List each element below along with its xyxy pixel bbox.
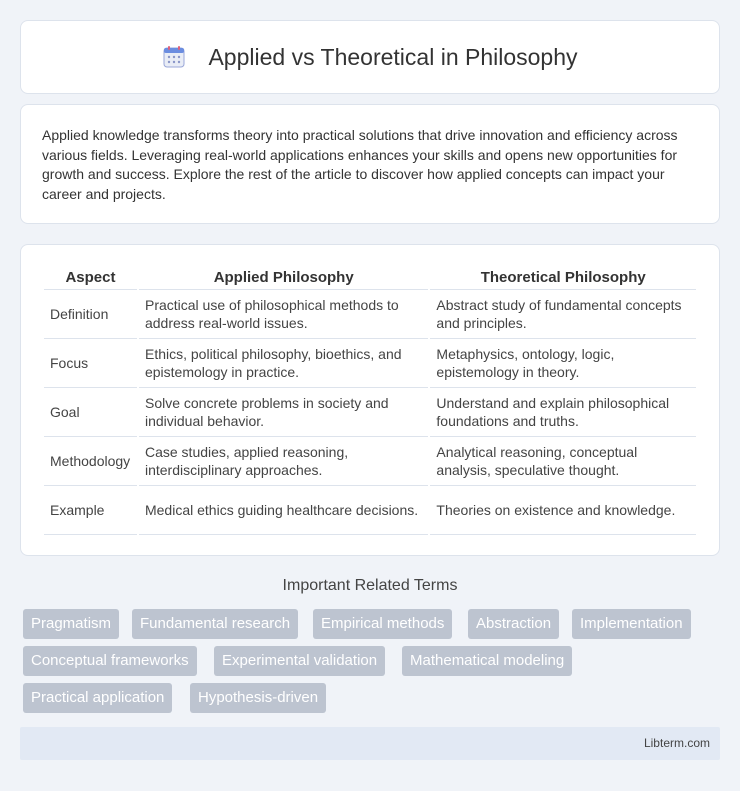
table-cell-aspect: Focus <box>44 339 137 388</box>
table-cell-applied: Practical use of philosophical methods to address real-world issues. <box>139 290 428 339</box>
table-row <box>44 437 696 486</box>
tag-hypothesis-driven[interactable]: Hypothesis-driven <box>190 683 326 713</box>
intro-card <box>20 104 720 224</box>
table-cell-theoretical: Theories on existence and knowledge. <box>430 486 696 535</box>
tag-abstraction[interactable]: Abstraction <box>468 609 559 639</box>
table-cell-theoretical: Understand and explain philosophical foundations and truths. <box>430 388 696 437</box>
footer-site-link[interactable]: Libterm.com <box>643 736 710 750</box>
table-cell-theoretical: Metaphysics, ontology, logic, epistemology in theory. <box>430 339 696 388</box>
table-cell-aspect: Goal <box>44 388 137 437</box>
table-cell-applied: Medical ethics guiding healthcare decisions. <box>139 486 428 535</box>
column-header-aspect: Aspect <box>44 265 137 290</box>
table-cell-applied: Ethics, political philosophy, bioethics, and epistemology in practice. <box>139 339 428 388</box>
table-header-row <box>44 265 696 290</box>
comparison-table-card <box>20 244 720 556</box>
tag-fundamental-research[interactable]: Fundamental research <box>132 609 298 639</box>
calendar-icon <box>162 45 186 69</box>
tag-implementation[interactable]: Implementation <box>572 609 691 639</box>
table-cell-aspect: Methodology <box>44 437 137 486</box>
tag-mathematical-modeling[interactable]: Mathematical modeling <box>402 646 572 676</box>
tag-pragmatism[interactable]: Pragmatism <box>23 609 119 639</box>
related-terms-title: Important Related Terms <box>282 577 458 594</box>
tag-practical-application[interactable]: Practical application <box>23 683 172 713</box>
column-header-theoretical: Theoretical Philosophy <box>430 265 696 290</box>
table-cell-theoretical: Abstract study of fundamental concepts and principles. <box>430 290 696 339</box>
tag-conceptual-frameworks[interactable]: Conceptual frameworks <box>23 646 197 676</box>
comparison-table <box>42 265 698 535</box>
table-row <box>44 290 696 339</box>
table-row <box>44 388 696 437</box>
table-cell-applied: Solve concrete problems in society and individual behavior. <box>139 388 428 437</box>
table-cell-theoretical: Analytical reasoning, conceptual analysis, speculative thought. <box>430 437 696 486</box>
table-row <box>44 339 696 388</box>
table-cell-aspect: Definition <box>44 290 137 339</box>
footer <box>20 727 720 760</box>
column-header-applied: Applied Philosophy <box>139 265 428 290</box>
tag-empirical-methods[interactable]: Empirical methods <box>313 609 452 639</box>
tag-experimental-validation[interactable]: Experimental validation <box>214 646 385 676</box>
header-card <box>20 20 720 94</box>
page-title: Applied vs Theoretical in Philosophy <box>208 43 578 70</box>
intro-text: Applied knowledge transforms theory into practical solutions that drive innovation and efficiency across various fields. Leveraging real-world applications enhances your skills and opens new opportunities for growth and success. Explore the rest of the article to discover how applied concepts can impact your career and projects. <box>42 127 678 202</box>
table-cell-aspect: Example <box>44 486 137 535</box>
table-row <box>44 486 696 535</box>
table-cell-applied: Case studies, applied reasoning, interdisciplinary approaches. <box>139 437 428 486</box>
